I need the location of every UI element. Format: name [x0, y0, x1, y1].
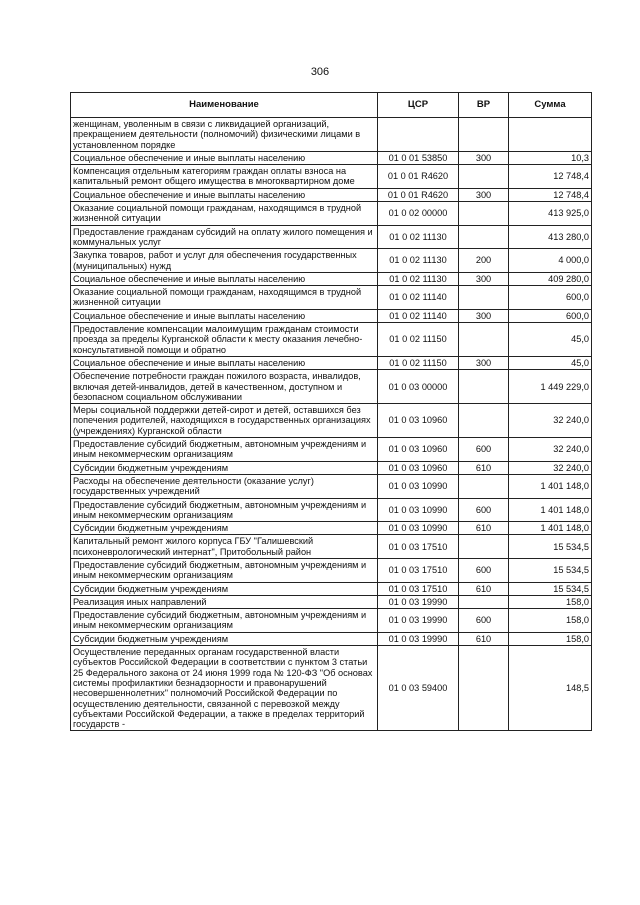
cell-csr: 01 0 02 11130	[378, 272, 459, 285]
cell-name: Субсидии бюджетным учреждениям	[71, 582, 378, 595]
table-row	[71, 461, 592, 474]
cell-sum: 158,0	[509, 609, 592, 633]
table-row	[71, 151, 592, 164]
cell-vr: 300	[459, 188, 509, 201]
cell-sum: 600,0	[509, 309, 592, 322]
cell-csr: 01 0 01 R4620	[378, 188, 459, 201]
cell-csr: 01 0 01 53850	[378, 151, 459, 164]
table-row	[71, 438, 592, 462]
cell-vr	[459, 404, 509, 438]
table-row	[71, 286, 592, 310]
cell-vr	[459, 118, 509, 152]
header-sum: Сумма	[509, 93, 592, 118]
cell-sum: 413 925,0	[509, 202, 592, 226]
cell-vr	[459, 535, 509, 559]
table-row	[71, 188, 592, 201]
cell-sum: 15 534,5	[509, 558, 592, 582]
cell-sum: 1 401 148,0	[509, 474, 592, 498]
cell-sum: 15 534,5	[509, 582, 592, 595]
cell-name: Социальное обеспечение и иные выплаты населению	[71, 272, 378, 285]
header-vr: ВР	[459, 93, 509, 118]
table-row	[71, 522, 592, 535]
cell-vr: 600	[459, 558, 509, 582]
table-row	[71, 118, 592, 152]
cell-csr: 01 0 02 11140	[378, 309, 459, 322]
cell-sum: 4 000,0	[509, 249, 592, 273]
table-row	[71, 609, 592, 633]
cell-sum: 1 401 148,0	[509, 498, 592, 522]
cell-vr	[459, 286, 509, 310]
cell-name: Предоставление субсидий бюджетным, автономным учреждениям и иным некоммерческим организациям	[71, 609, 378, 633]
cell-csr: 01 0 03 17510	[378, 582, 459, 595]
table-row	[71, 323, 592, 357]
cell-csr: 01 0 02 11140	[378, 286, 459, 310]
cell-vr: 600	[459, 438, 509, 462]
table-row	[71, 474, 592, 498]
cell-csr: 01 0 03 17510	[378, 558, 459, 582]
cell-vr: 600	[459, 498, 509, 522]
table-row	[71, 356, 592, 369]
cell-name: Оказание социальной помощи гражданам, находящимся в трудной жизненной ситуации	[71, 286, 378, 310]
cell-sum: 32 240,0	[509, 438, 592, 462]
cell-csr: 01 0 02 00000	[378, 202, 459, 226]
cell-csr: 01 0 02 11130	[378, 249, 459, 273]
cell-name: Реализация иных направлений	[71, 595, 378, 608]
cell-name: Субсидии бюджетным учреждениям	[71, 522, 378, 535]
cell-csr: 01 0 03 10990	[378, 498, 459, 522]
cell-csr: 01 0 01 R4620	[378, 165, 459, 189]
cell-name: Оказание социальной помощи гражданам, находящимся в трудной жизненной ситуации	[71, 202, 378, 226]
cell-name: Компенсация отдельным категориям граждан оплаты взноса на капитальный ремонт общего имущества в многоквартирном доме	[71, 165, 378, 189]
cell-csr: 01 0 03 19990	[378, 595, 459, 608]
cell-sum: 12 748,4	[509, 165, 592, 189]
table-row	[71, 582, 592, 595]
cell-vr: 610	[459, 461, 509, 474]
cell-name: Предоставление субсидий бюджетным, автономным учреждениям и иным некоммерческим организациям	[71, 558, 378, 582]
cell-name: Осуществление переданных органам государственной власти субъектов Российской Федерации в соответствии с пунктом 3 статьи 25 Федерального закона от 24 июня 1999 года № 120-ФЗ "Об основах системы профилактики безнадзорности и правонарушений несовершеннолетних" полномочий Российской Федерации по осуществлению деятельности, связанной с перевозкой между субъектами Российской Федерации, а также в пределах территорий государств -	[71, 646, 378, 731]
cell-sum: 158,0	[509, 632, 592, 645]
cell-csr: 01 0 02 11130	[378, 225, 459, 249]
cell-sum: 409 280,0	[509, 272, 592, 285]
cell-sum: 10,3	[509, 151, 592, 164]
cell-sum: 148,5	[509, 646, 592, 731]
cell-csr: 01 0 03 10960	[378, 461, 459, 474]
cell-name: женщинам, уволенным в связи с ликвидацией организаций, прекращением деятельности (полномочий) физическими лицами в установленном порядке	[71, 118, 378, 152]
page-number: 306	[310, 66, 330, 78]
cell-sum: 1 449 229,0	[509, 370, 592, 404]
header-csr: ЦСР	[378, 93, 459, 118]
cell-sum: 158,0	[509, 595, 592, 608]
cell-csr: 01 0 03 10990	[378, 522, 459, 535]
cell-sum: 32 240,0	[509, 461, 592, 474]
table-row	[71, 632, 592, 645]
cell-name: Предоставление гражданам субсидий на оплату жилого помещения и коммунальных услуг	[71, 225, 378, 249]
cell-vr: 300	[459, 272, 509, 285]
cell-csr: 01 0 02 11150	[378, 356, 459, 369]
cell-sum: 1 401 148,0	[509, 522, 592, 535]
cell-sum: 12 748,4	[509, 188, 592, 201]
cell-vr: 610	[459, 632, 509, 645]
cell-name: Социальное обеспечение и иные выплаты населению	[71, 188, 378, 201]
table-header-row	[71, 93, 592, 118]
cell-csr: 01 0 03 19990	[378, 609, 459, 633]
cell-sum: 32 240,0	[509, 404, 592, 438]
cell-name: Обеспечение потребности граждан пожилого возраста, инвалидов, включая детей-инвалидов, детей в качественном, доступном и безопасном социальном обслуживании	[71, 370, 378, 404]
cell-vr	[459, 202, 509, 226]
cell-sum	[509, 118, 592, 152]
cell-sum: 15 534,5	[509, 535, 592, 559]
cell-name: Предоставление субсидий бюджетным, автономным учреждениям и иным некоммерческим организациям	[71, 498, 378, 522]
cell-csr: 01 0 03 00000	[378, 370, 459, 404]
table-row	[71, 272, 592, 285]
cell-vr: 610	[459, 582, 509, 595]
table-row	[71, 165, 592, 189]
cell-name: Меры социальной поддержки детей-сирот и детей, оставшихся без попечения родителей, находящихся в государственных организациях (учреждениях) Курганской области	[71, 404, 378, 438]
cell-vr: 300	[459, 151, 509, 164]
cell-csr: 01 0 03 10960	[378, 438, 459, 462]
cell-name: Социальное обеспечение и иные выплаты населению	[71, 309, 378, 322]
table-row	[71, 202, 592, 226]
cell-name: Капитальный ремонт жилого корпуса ГБУ "Галишевский психоневрологический интернат", Притобольный район	[71, 535, 378, 559]
cell-vr	[459, 165, 509, 189]
cell-csr: 01 0 03 10990	[378, 474, 459, 498]
cell-name: Социальное обеспечение и иные выплаты населению	[71, 151, 378, 164]
cell-vr	[459, 225, 509, 249]
cell-sum: 413 280,0	[509, 225, 592, 249]
table-row	[71, 370, 592, 404]
cell-vr	[459, 646, 509, 731]
cell-csr: 01 0 03 59400	[378, 646, 459, 731]
table-row	[71, 309, 592, 322]
table-row	[71, 404, 592, 438]
cell-vr: 200	[459, 249, 509, 273]
cell-vr: 610	[459, 522, 509, 535]
table-row	[71, 595, 592, 608]
table-row	[71, 535, 592, 559]
cell-name: Субсидии бюджетным учреждениям	[71, 461, 378, 474]
budget-table	[70, 92, 592, 731]
cell-vr: 600	[459, 609, 509, 633]
table-row	[71, 249, 592, 273]
cell-vr	[459, 474, 509, 498]
cell-sum: 600,0	[509, 286, 592, 310]
header-name: Наименование	[71, 93, 378, 118]
cell-name: Предоставление субсидий бюджетным, автономным учреждениям и иным некоммерческим организациям	[71, 438, 378, 462]
cell-csr: 01 0 03 10960	[378, 404, 459, 438]
cell-csr: 01 0 03 19990	[378, 632, 459, 645]
cell-sum: 45,0	[509, 323, 592, 357]
table-row	[71, 558, 592, 582]
cell-vr	[459, 595, 509, 608]
cell-name: Субсидии бюджетным учреждениям	[71, 632, 378, 645]
cell-vr: 300	[459, 309, 509, 322]
cell-vr	[459, 370, 509, 404]
cell-vr	[459, 323, 509, 357]
cell-name: Расходы на обеспечение деятельности (оказание услуг) государственных учреждений	[71, 474, 378, 498]
cell-name: Закупка товаров, работ и услуг для обеспечения государственных (муниципальных) нужд	[71, 249, 378, 273]
cell-name: Социальное обеспечение и иные выплаты населению	[71, 356, 378, 369]
cell-vr: 300	[459, 356, 509, 369]
cell-csr: 01 0 03 17510	[378, 535, 459, 559]
cell-name: Предоставление компенсации малоимущим гражданам стоимости проезда за пределы Курганской области к месту оказания лечебно-консультативной помощи и обратно	[71, 323, 378, 357]
cell-csr	[378, 118, 459, 152]
table-row	[71, 498, 592, 522]
cell-sum: 45,0	[509, 356, 592, 369]
table-row	[71, 225, 592, 249]
cell-csr: 01 0 02 11150	[378, 323, 459, 357]
table-row	[71, 646, 592, 731]
table-body	[71, 118, 592, 731]
